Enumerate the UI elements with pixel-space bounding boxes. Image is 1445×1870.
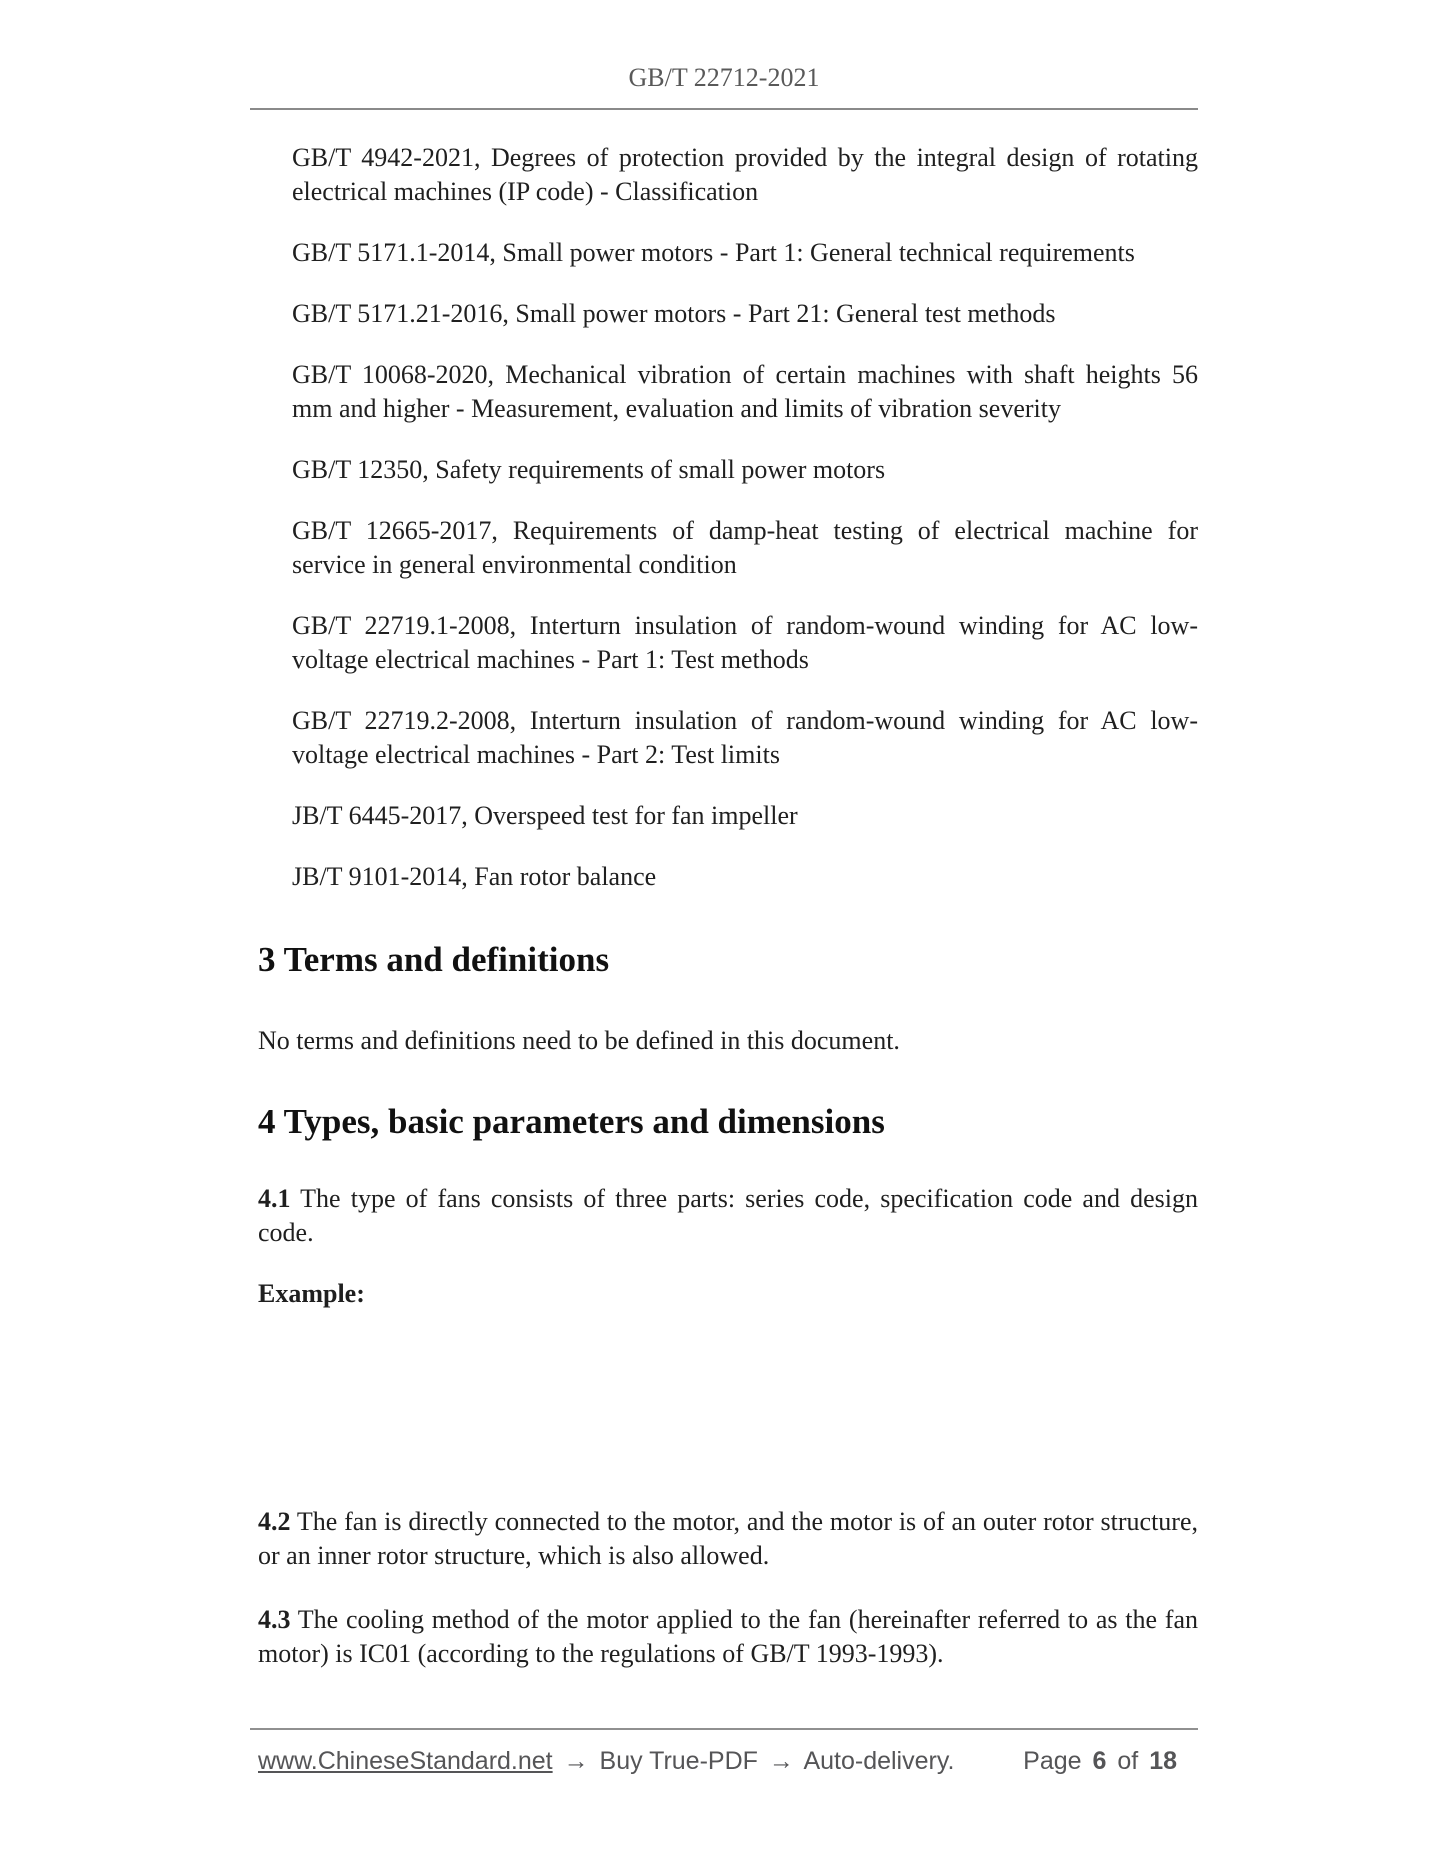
auto-delivery-label: Auto-delivery. (803, 1747, 955, 1775)
footer-divider (250, 1728, 1198, 1730)
document-body (250, 110, 1198, 1671)
section-heading-terms-and-definitions: 3 Terms and definitions (258, 940, 610, 979)
page-footer (250, 1744, 1198, 1778)
example-label: Example: (258, 1279, 365, 1308)
footer-promo (250, 1744, 954, 1778)
page-indicator (1023, 1744, 1198, 1778)
reference-item: GB/T 5171.1-2014, Small power motors - Part 1: General technical requirements (292, 238, 1135, 267)
website-link[interactable]: www.ChineseStandard.net (258, 1747, 553, 1775)
clause-number: 4.3 (258, 1605, 291, 1634)
reference-item: JB/T 6445-2017, Overspeed test for fan impeller (292, 801, 798, 830)
example-figure-placeholder (258, 1311, 1198, 1505)
arrow-right-icon: → (563, 1747, 589, 1775)
reference-item: GB/T 12665-2017, Requirements of damp-heat testing of electrical machine for service in general environmental condition (292, 516, 1198, 579)
reference-item: JB/T 9101-2014, Fan rotor balance (292, 862, 657, 891)
reference-item: GB/T 22719.2-2008, Interturn insulation of random-wound winding for AC low-voltage electrical machines - Part 2: Test limits (292, 706, 1198, 769)
of-label: of (1117, 1747, 1139, 1775)
clause-4-2 (258, 1505, 1198, 1573)
reference-item: GB/T 5171.21-2016, Small power motors - Part 21: General test methods (292, 299, 1056, 328)
reference-item: GB/T 22719.1-2008, Interturn insulation of random-wound winding for AC low-voltage electrical machines - Part 1: Test methods (292, 611, 1198, 674)
content-column (250, 0, 1198, 1778)
reference-item: GB/T 10068-2020, Mechanical vibration of certain machines with shaft heights 56 mm and higher - Measurement, evaluation and limits of vibration severity (292, 360, 1198, 423)
clause-number: 4.2 (258, 1507, 291, 1536)
page-label: Page (1023, 1747, 1082, 1775)
page-header-document-number: GB/T 22712-2021 (628, 63, 820, 92)
clause-4-3 (258, 1603, 1198, 1671)
total-page-number: 18 (1149, 1747, 1177, 1775)
reference-item: GB/T 4942-2021, Degrees of protection provided by the integral design of rotating electrical machines (IP code) - Classification (292, 143, 1198, 206)
clause-4-1 (258, 1182, 1198, 1250)
buy-true-pdf-label: Buy True-PDF (599, 1747, 758, 1775)
clause-text: The cooling method of the motor applied to the fan (hereinafter referred to as the fan motor) is IC01 (according to the regulations of GB/T 1993-1993). (258, 1605, 1198, 1668)
current-page-number: 6 (1092, 1747, 1107, 1775)
reference-item: GB/T 12350, Safety requirements of small power motors (292, 455, 886, 484)
clause-text: The fan is directly connected to the motor, and the motor is of an outer rotor structure, or an inner rotor structure, which is also allowed. (258, 1507, 1198, 1570)
arrow-right-icon: → (768, 1747, 794, 1775)
section-heading-types-parameters-dimensions: 4 Types, basic parameters and dimensions (258, 1102, 885, 1141)
clause-text: The type of fans consists of three parts: series code, specification code and design code. (258, 1184, 1198, 1247)
clause-number: 4.1 (258, 1184, 291, 1213)
terms-body-paragraph: No terms and definitions need to be defined in this document. (258, 1026, 900, 1055)
